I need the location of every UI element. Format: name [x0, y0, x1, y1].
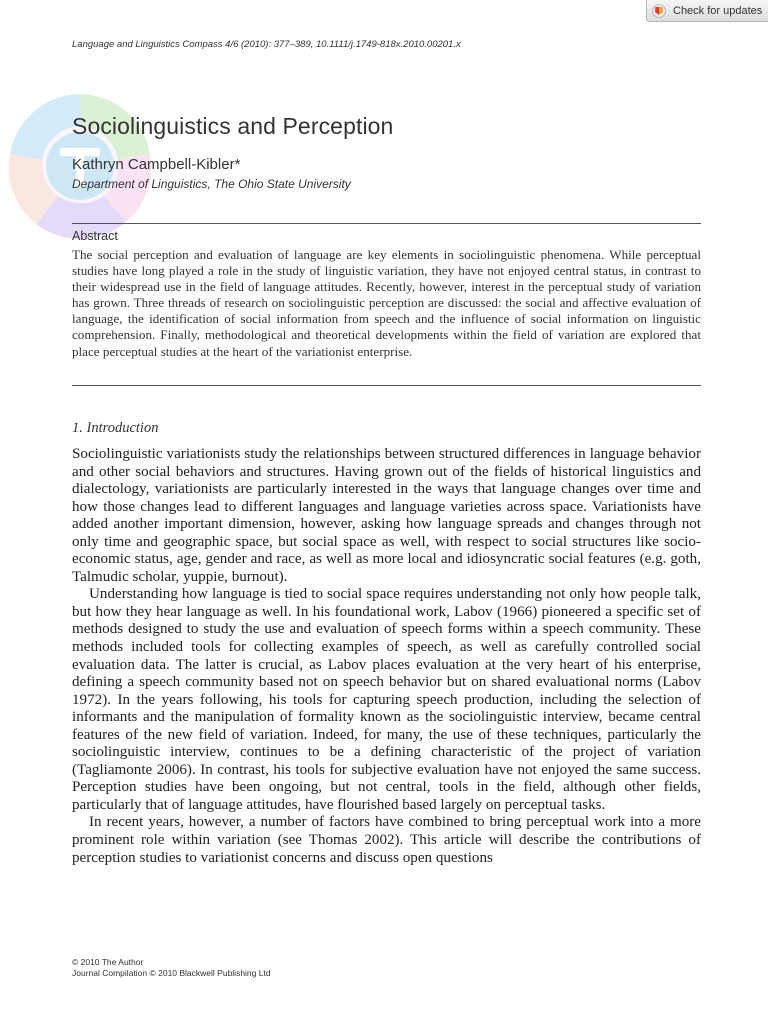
paragraph: Sociolinguistic variationists study the relationships between structured differences in language behavior and other social behaviors and structures. Having grown out of the fields of historical linguistics and dialectology, variationists are particularly interested in the ways that language changes over time and how those changes lead to different languages and language varieties across space. Variationists have added another important dimension, however, asking how language spreads and changes through not only time and geographic space, but social space as well, with respect to social structures like socio-economic status, age, gender and race, as well as more local and idiosyncratic social features (e.g. goth, Talmudic scholar, yuppie, burnout). — [72, 446, 701, 585]
author-affiliation: Department of Linguistics, The Ohio State University — [72, 177, 351, 191]
introduction-body — [72, 446, 701, 867]
check-for-updates-label: Check for updates — [673, 4, 763, 17]
journal-citation: Language and Linguistics Compass 4/6 (2010): 377–389, 10.1111/j.1749-818x.2010.00201.x — [72, 39, 461, 50]
journal-compilation-line: Journal Compilation © 2010 Blackwell Publishing Ltd — [72, 967, 271, 978]
abstract-bottom-rule — [72, 385, 701, 386]
abstract-top-rule — [72, 223, 701, 224]
paragraph: In recent years, however, a number of factors have combined to bring perceptual work into a more prominent role within variation (see Thomas 2002). This article will describe the contributions of perception studies to variationist concerns and discuss open questions — [72, 814, 701, 866]
copyright-footer — [72, 957, 271, 978]
abstract-heading: Abstract — [72, 229, 118, 243]
article-title: Sociolinguistics and Perception — [72, 113, 394, 139]
paragraph: Understanding how language is tied to social space requires understanding not only how people talk, but how they hear language as well. In his foundational work, Labov (1966) pioneered a specific set of methods designed to study the use and evaluation of speech forms within a speech community. These methods included tools for collecting examples of speech, as well as carefully controlled social evaluation data. The latter is crucial, as Labov places evaluation at the very heart of his enterprise, defining a speech community based not on speech behavior but on shared evaluational norms (Labov 1972). In the years following, his tools for capturing speech production, including the selection of informants and the manipulation of formality known as the sociolinguistic interview, became central features of the new field of variation. Indeed, for many, the use of these techniques, particularly the sociolinguistic interview, continues to be a defining characteristic of the project of variation (Tagliamonte 2006). In contrast, his tools for subjective evaluation have not enjoyed the same success. Perception studies have been ongoing, but not central, tools in the field, although other fields, particularly that of language attitudes, have flourished based largely on perceptual tasks. — [72, 586, 701, 813]
section-heading: 1. Introduction — [72, 420, 159, 436]
copyright-line: © 2010 The Author — [72, 957, 144, 967]
author-name[interactable]: Kathryn Campbell-Kibler* — [72, 156, 241, 173]
check-for-updates-button[interactable] — [646, 0, 768, 22]
crossmark-icon — [652, 4, 666, 18]
abstract-text: The social perception and evaluation of language are key elements in sociolinguistic phenomena. While perceptual studies have long played a role in the study of linguistic variation, they have not enjoyed central status, in contrast to their widespread use in the field of language attitudes. Recently, however, interest in the perceptual study of variation has grown. Three threads of research on sociolinguistic perception are discussed: the social and affective evaluation of language, the identification of social information from speech and the influence of social information on linguistic comprehension. Finally, methodological and theoretical developments within the field of variation are explored that place perceptual studies at the heart of the variationist enterprise. — [72, 247, 701, 359]
